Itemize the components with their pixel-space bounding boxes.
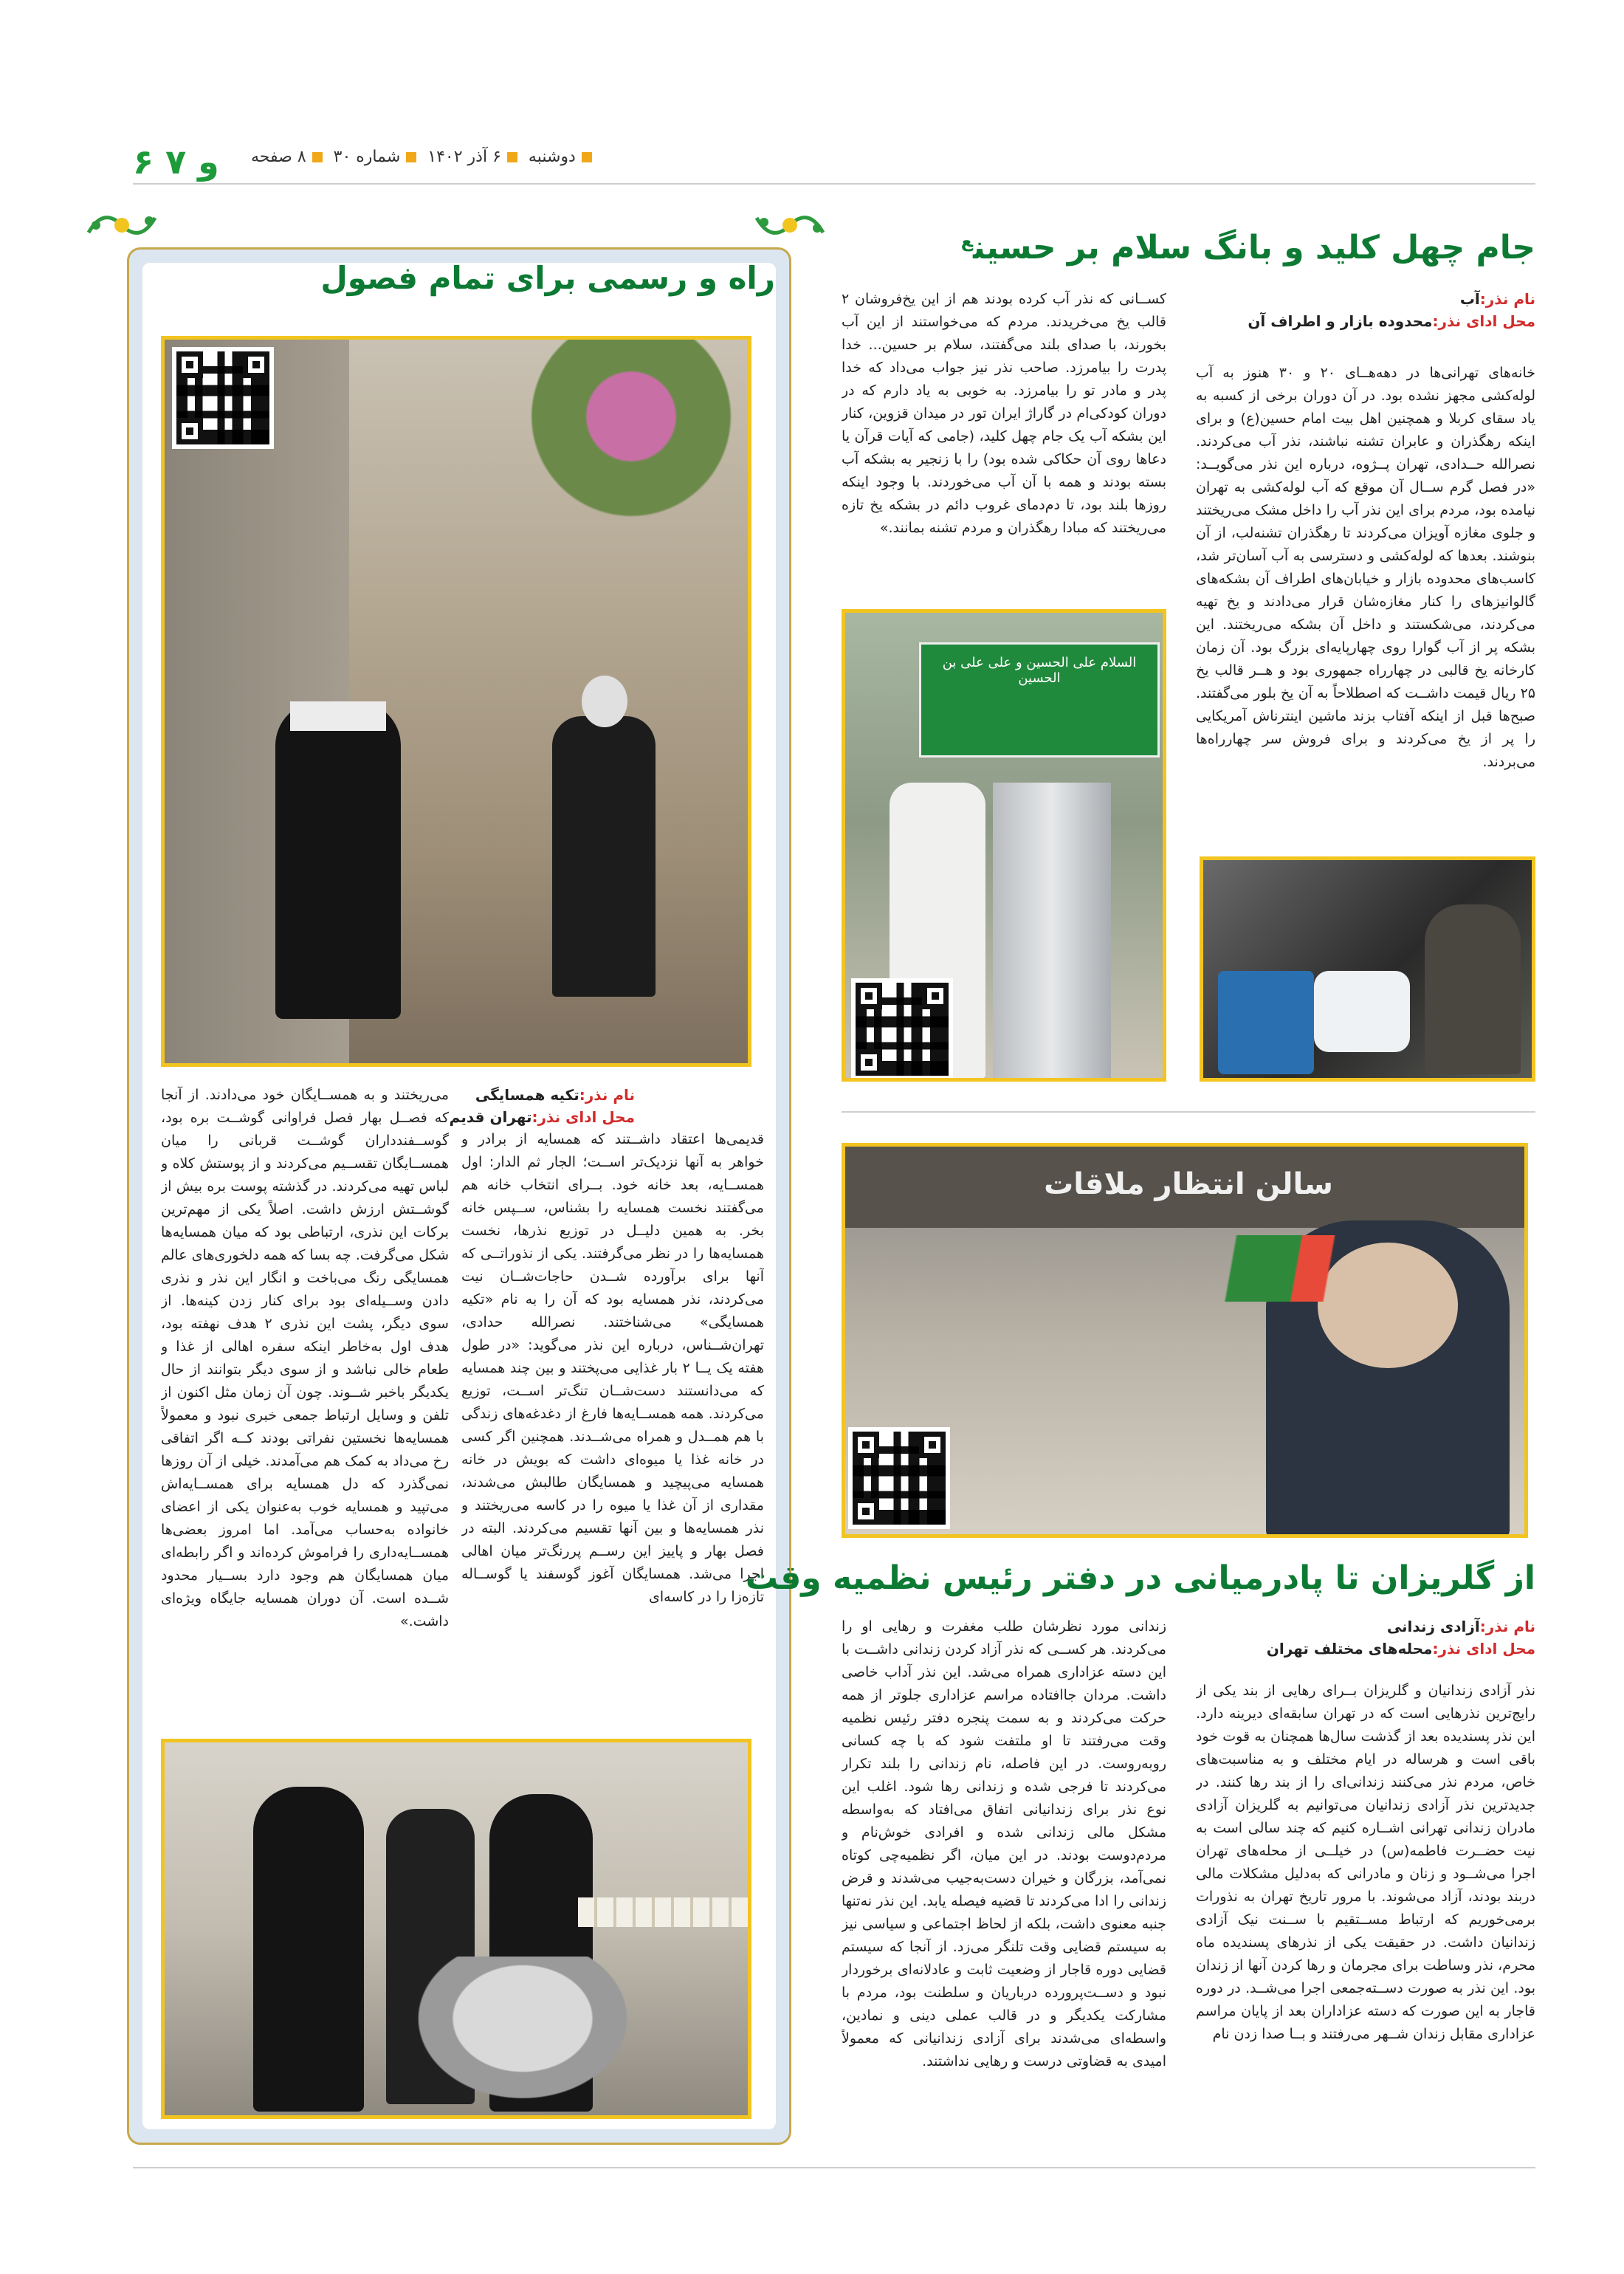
section-rule	[842, 1111, 1535, 1113]
qr-code[interactable]	[851, 978, 953, 1080]
meta-value: آزادی زندانی	[1386, 1618, 1480, 1635]
meta-value: تهران قدیم	[449, 1108, 532, 1126]
article-3-meta	[1225, 1615, 1535, 1660]
article-2-col-right: قدیمی‌ها اعتقاد داشــتند که همسایه از برادر و خواهر به آنها نزدیک‌تر اســت؛ الجار ثم الدار: اول همســایه، بعد خانه خود. بــرای انتخاب خانه هم می‌گفتند نخست همسایه را بشناس، ســپس خانه بخر. به همین دلیــل در توزیع نذرها، نخست همسایه‌ها را در نظر می‌گرفتند. یکی از نذوراتــی که آنها برای برآورده شــدن حاجات‌شــان نیت می‌کردند، نذر همسایه بود که آن را به نام «تکیه همسایگی» می‌شناختند. نصرالله حدادی، تهران‌شــناس، درباره این نذر می‌گوید: «در طول هفته یک یــا ۲ بار غذایی می‌پختند و بین چند همسایه که می‌دانستند دست‌شــان تنگ‌تر اســت، توزیع می‌کردند. همه همســایه‌ها فارغ از دغدغه‌های زندگی با هم همــدل و همراه می‌شــدند. همچنین اگر کسی در خانه غذا یا میوه‌ای داشت که بویش در خانه همسایه می‌پیچید و همسایگان طالبش می‌شدند، مقداری از آن غذا یا میوه را در کاسه می‌ریختند و نذر همسایه‌ها و بین آنها تقسیم می‌کردند. البته در فصل بهار و پاییز این رســم پررنگ‌تر میان اهالی اجرا می‌شد. همسایگان آغوز گوسفند یا گوســاله تازه‌زا را در کاسه‌ای	[461, 1131, 764, 1605]
header-rule	[133, 183, 1535, 185]
article-1-col-left: کســانی که نذر آب کرده بودند هم از این یخ‌فروشان ۲ قالب یخ می‌خریدند. مردم که می‌خواستند از این آب بخورند، با صدای بلند می‌گفتند، سلام بر حسین... خدا پدرت را بیامرزد. صاحب نذر نیز جواب می‌داد که خدا پدر و مادر تو را بیامرزد. به خوبی به یاد دارم که در دوران کودکی‌ام در گاراژ ایران تور در میدان قزوین، کنار این بشکه آب یک جام چهل کلید، (جامی که آیات قرآن یا دعاها روی آن حکاکی شده بود) را با زنجیر به بشکه آب بسته بودند و همه با آن آب می‌خوردند. با وجود اینکه روزها بلند بود، تا دم‌دمای غروب دائم در بشکه یخ تازه می‌ریختند که مبادا رهگذران و مردم تشنه بمانند.»	[842, 291, 1166, 536]
banner-text: سالن انتظار ملاقات	[1044, 1167, 1333, 1201]
article-1-col-right: خانه‌های تهرانی‌ها در دهه‌هــای ۲۰ و ۳۰ هنوز به آب لوله‌کشی مجهز نشده بود. در آن دوران برخی از کسبه به یاد سقای کربلا و همچنین اهل بیت امام حسین(ع) و برای اینکه رهگذران و عابران تشنه نباشند، نذر آب می‌کردند. نصرالله حــدادی، تهران پــژوه، درباره این نذر می‌گویــد: «در فصل گرم ســال آن موقع که آب لوله‌کشی به تهران نیامده بود، مردم برای این نذر آب را داخل مشک می‌ریختند و جلوی مغازه آویزان می‌کردند تا رهگذران تشنه‌لب، از آن بنوشند. بعدها که لوله‌کشی و دسترسی به آب آسان‌تر شد، کاسب‌های محدوده بازار و خیابان‌های اطراف آن بشکه‌های گالوانیزهای را کنار مغازه‌شان قرار می‌دادند و یخ تهیه می‌کردند، می‌شکستند و داخل آن بشکه می‌ریختند. این بشکه پر از آب گوارا روی چهارپایه‌ای بزرگ بود. آن زمان کارخانه یخ قالبی در چهارراه جمهوری بود و هــر قالب یخ ۲۵ ریال قیمت داشــت که اصطلاحاً به آن یخ بلور می‌گفتند. صبح‌ها قبل از اینکه آفتاب بزند ماشین اینترناش آمریکایی را پر از یخ می‌کردند و برای فروش سر چهارراه‌ها می‌بردند.	[1196, 365, 1535, 770]
meta-value: تکیه همسایگی	[475, 1086, 579, 1104]
article-1-title-sup: ع	[960, 230, 974, 252]
issue-date: ۶ آذر ۱۴۰۲	[427, 148, 501, 166]
meta-label: نام نذر:	[1479, 290, 1535, 308]
meta-value: آب	[1459, 290, 1480, 308]
article-3-col-right: نذر آزادی زندانیان و گلریزان بــرای رهایی از بند یکی از رایج‌ترین نذرهایی است که در تهران سابقه‌ای دیرینه دارد. این نذر پسندیده بعد از گذشت سال‌ها همچنان به قوت خود باقی است و هرساله در ایام مختلف و به مناسبت‌های خاص، مردم نذر می‌کنند زندانی‌ای را از بند رها کنند. در جدیدترین نذر آزادی زندانیان می‌توانیم به گلریزان آزادی مادران زندانی تهرانی اشــاره کنیم که چند سالی است به نیت حضــرت فاطمه(س) در خیلــی از محله‌های تهران اجرا می‌شــود و زنان و مادرانی که به‌دلیل مشکلات مالی دربند بودند، آزاد می‌شوند. با مرور تاریخ تهران به نذورات برمی‌خوریم که ارتباط مســتقیم با ســنت نیک آزادی زندانیان داشت. در حقیقت یکی از نذرهای پسندیده ماه محرم، نذر وساطت برای مجرمان و رها کردن آنها از زندان بود. این نذر به صورت دســته‌جمعی اجرا می‌شــد. در دوره قاجار به این صورت که دسته عزاداران بعد از پایان مراسم عزاداری مقابل زندان شــهر می‌رفتند و بــا صدا زدن نام	[1196, 1683, 1535, 2042]
meta-value: محله‌های مختلف تهران	[1266, 1640, 1433, 1658]
meta-value: محدوده بازار و اطراف آن	[1248, 312, 1433, 330]
sign-text: السلام علی الحسین و علی علی بن الحسین	[942, 655, 1137, 686]
article-3-title: از گلریزان تا پادرمیانی در دفتر رئیس نظمیه وقت	[745, 1559, 1535, 1597]
water-cooler-photo	[842, 609, 1166, 1082]
issue-day: دوشنبه	[528, 148, 576, 166]
article-1-title-text: جام چهل کلید و بانگ سلام بر حسین	[973, 229, 1535, 267]
ice-photo	[1200, 856, 1535, 1082]
issue-info	[251, 148, 1019, 177]
article-2-title: راه و رسمی برای تمام فصول	[320, 260, 775, 296]
meta-label: محل ادای نذر:	[1432, 1640, 1535, 1658]
ornament-icon	[749, 203, 830, 247]
meta-label: محل ادای نذر:	[531, 1108, 635, 1126]
article-1-meta	[1166, 288, 1535, 332]
qr-code[interactable]	[172, 347, 274, 449]
prison-photo	[842, 1143, 1528, 1538]
article-2-col-left: می‌ریختند و به همســایگان خود می‌دادند. از آنجا که فصــل بهار فصل فراوانی گوشــت بره بود، گوســفندداران گوشــت قربانی را میان همســایگان تقســیم می‌کردند و از پوستش کلاه و لباس تهیه می‌کردند. در گذشته پوست بره بیش از گوشــتش ارزش داشت. اصلاً یکی از مهم‌ترین برکات این نذری، ارتباطی بود که میان همسایه‌ها شکل می‌گرفت. چه بسا که همه دلخوری‌های عالم همسایگی رنگ می‌باخت و انگار این نذر و نذری دادن وســیله‌ای بود برای کنار زدن کینه‌ها. از سوی دیگر، پشت این نذری ۲ هدف نهفته بود، هدف اول به‌خاطر اینکه سفره اهالی از غذا و طعام خالی نباشد و از سوی دیگر بتوانند از حال یکدیگر باخبر شــوند. چون آن زمان مثل اکنون از تلفن و وسایل ارتباط جمعی خبری نبود و معمولاً همسایه‌ها نخستین نفراتی بودند کــه اگر اتفاقی رخ می‌داد به کمک هم می‌آمدند. خیلی از آن روزها نمی‌گذرد که دل همسایه برای همســایه‌اش می‌تپید و همسایه خوب به‌عنوان یکی از اعضای خانواده به‌حساب می‌آمد. اما امروز بعضی‌ها همســایه‌داری را فراموش کرده‌اند و اگر رابطه‌ای میان همسایگان هم وجود دارد بســیار محدود شــده است. آن دوران همسایه جایگاه ویژه‌ای داشت.»	[161, 1087, 449, 1629]
street-photo	[161, 336, 751, 1067]
page-folio: ۶ و ۷	[133, 142, 219, 182]
issue-number: شماره ۳۰	[333, 148, 401, 166]
article-3-col-left: زندانی مورد نظرشان طلب مغفرت و رهایی او را می‌کردند. هر کســی که نذر آزاد کردن زندانی داشــت با این دسته عزاداری همراه می‌شد. این نذر آداب خاصی داشت. مردان جاافتاده مراسم عزاداری جلوتر از همه حرکت می‌کردند و به سمت پنجره دفتر رئیس نظمیه وقت می‌رفتند تا او ملتفت شود که با چه کسانی روبه‌روست. در این فاصله، نام زندانی را بلند تکرار می‌کردند تا فرجی شده و زندانی رها شود. اغلب این نوع نذر برای زندانیانی اتفاق می‌افتاد که به‌واسطه مشکل مالی زندانی شده و افرادی خوش‌نام و مردم‌دوست بودند. در این میان، اگر نظمیه‌چی کوتاه نمی‌آمد، بزرگان و خیران دست‌به‌جیب می‌شدند و قرض زندانی را ادا می‌کردند تا قضیه فیصله یابد. این نذر نه‌تنها جنبه معنوی داشت، بلکه از لحاظ اجتماعی و سیاسی نیز به سیستم قضایی وقت تلنگر می‌زد. از آنجا که سیستم قضایی دوره قاجار از وضعیت ثابت و عادلانه‌ای برخوردار نبود و دســت‌پرورده درباریان و سلطنت بود، مردم با مشارکت یکدیگر و در قالب عملی دینی و نمادین، واسطه‌ای می‌شدند برای آزادی زندانیانی که معمولاً امیدی به قضاوتی درست و رهایی نداشتند.	[842, 1618, 1166, 2069]
footer-rule	[133, 2167, 1535, 2168]
meta-label: محل ادای نذر:	[1432, 312, 1535, 330]
meta-label: نام نذر:	[579, 1086, 635, 1104]
meta-label: نام نذر:	[1479, 1618, 1535, 1635]
article-1-title	[961, 229, 1535, 267]
qr-code[interactable]	[848, 1427, 950, 1529]
ornament-icon	[81, 203, 162, 247]
food-photo	[161, 1739, 751, 2119]
issue-pages: ۸ صفحه	[251, 148, 306, 166]
